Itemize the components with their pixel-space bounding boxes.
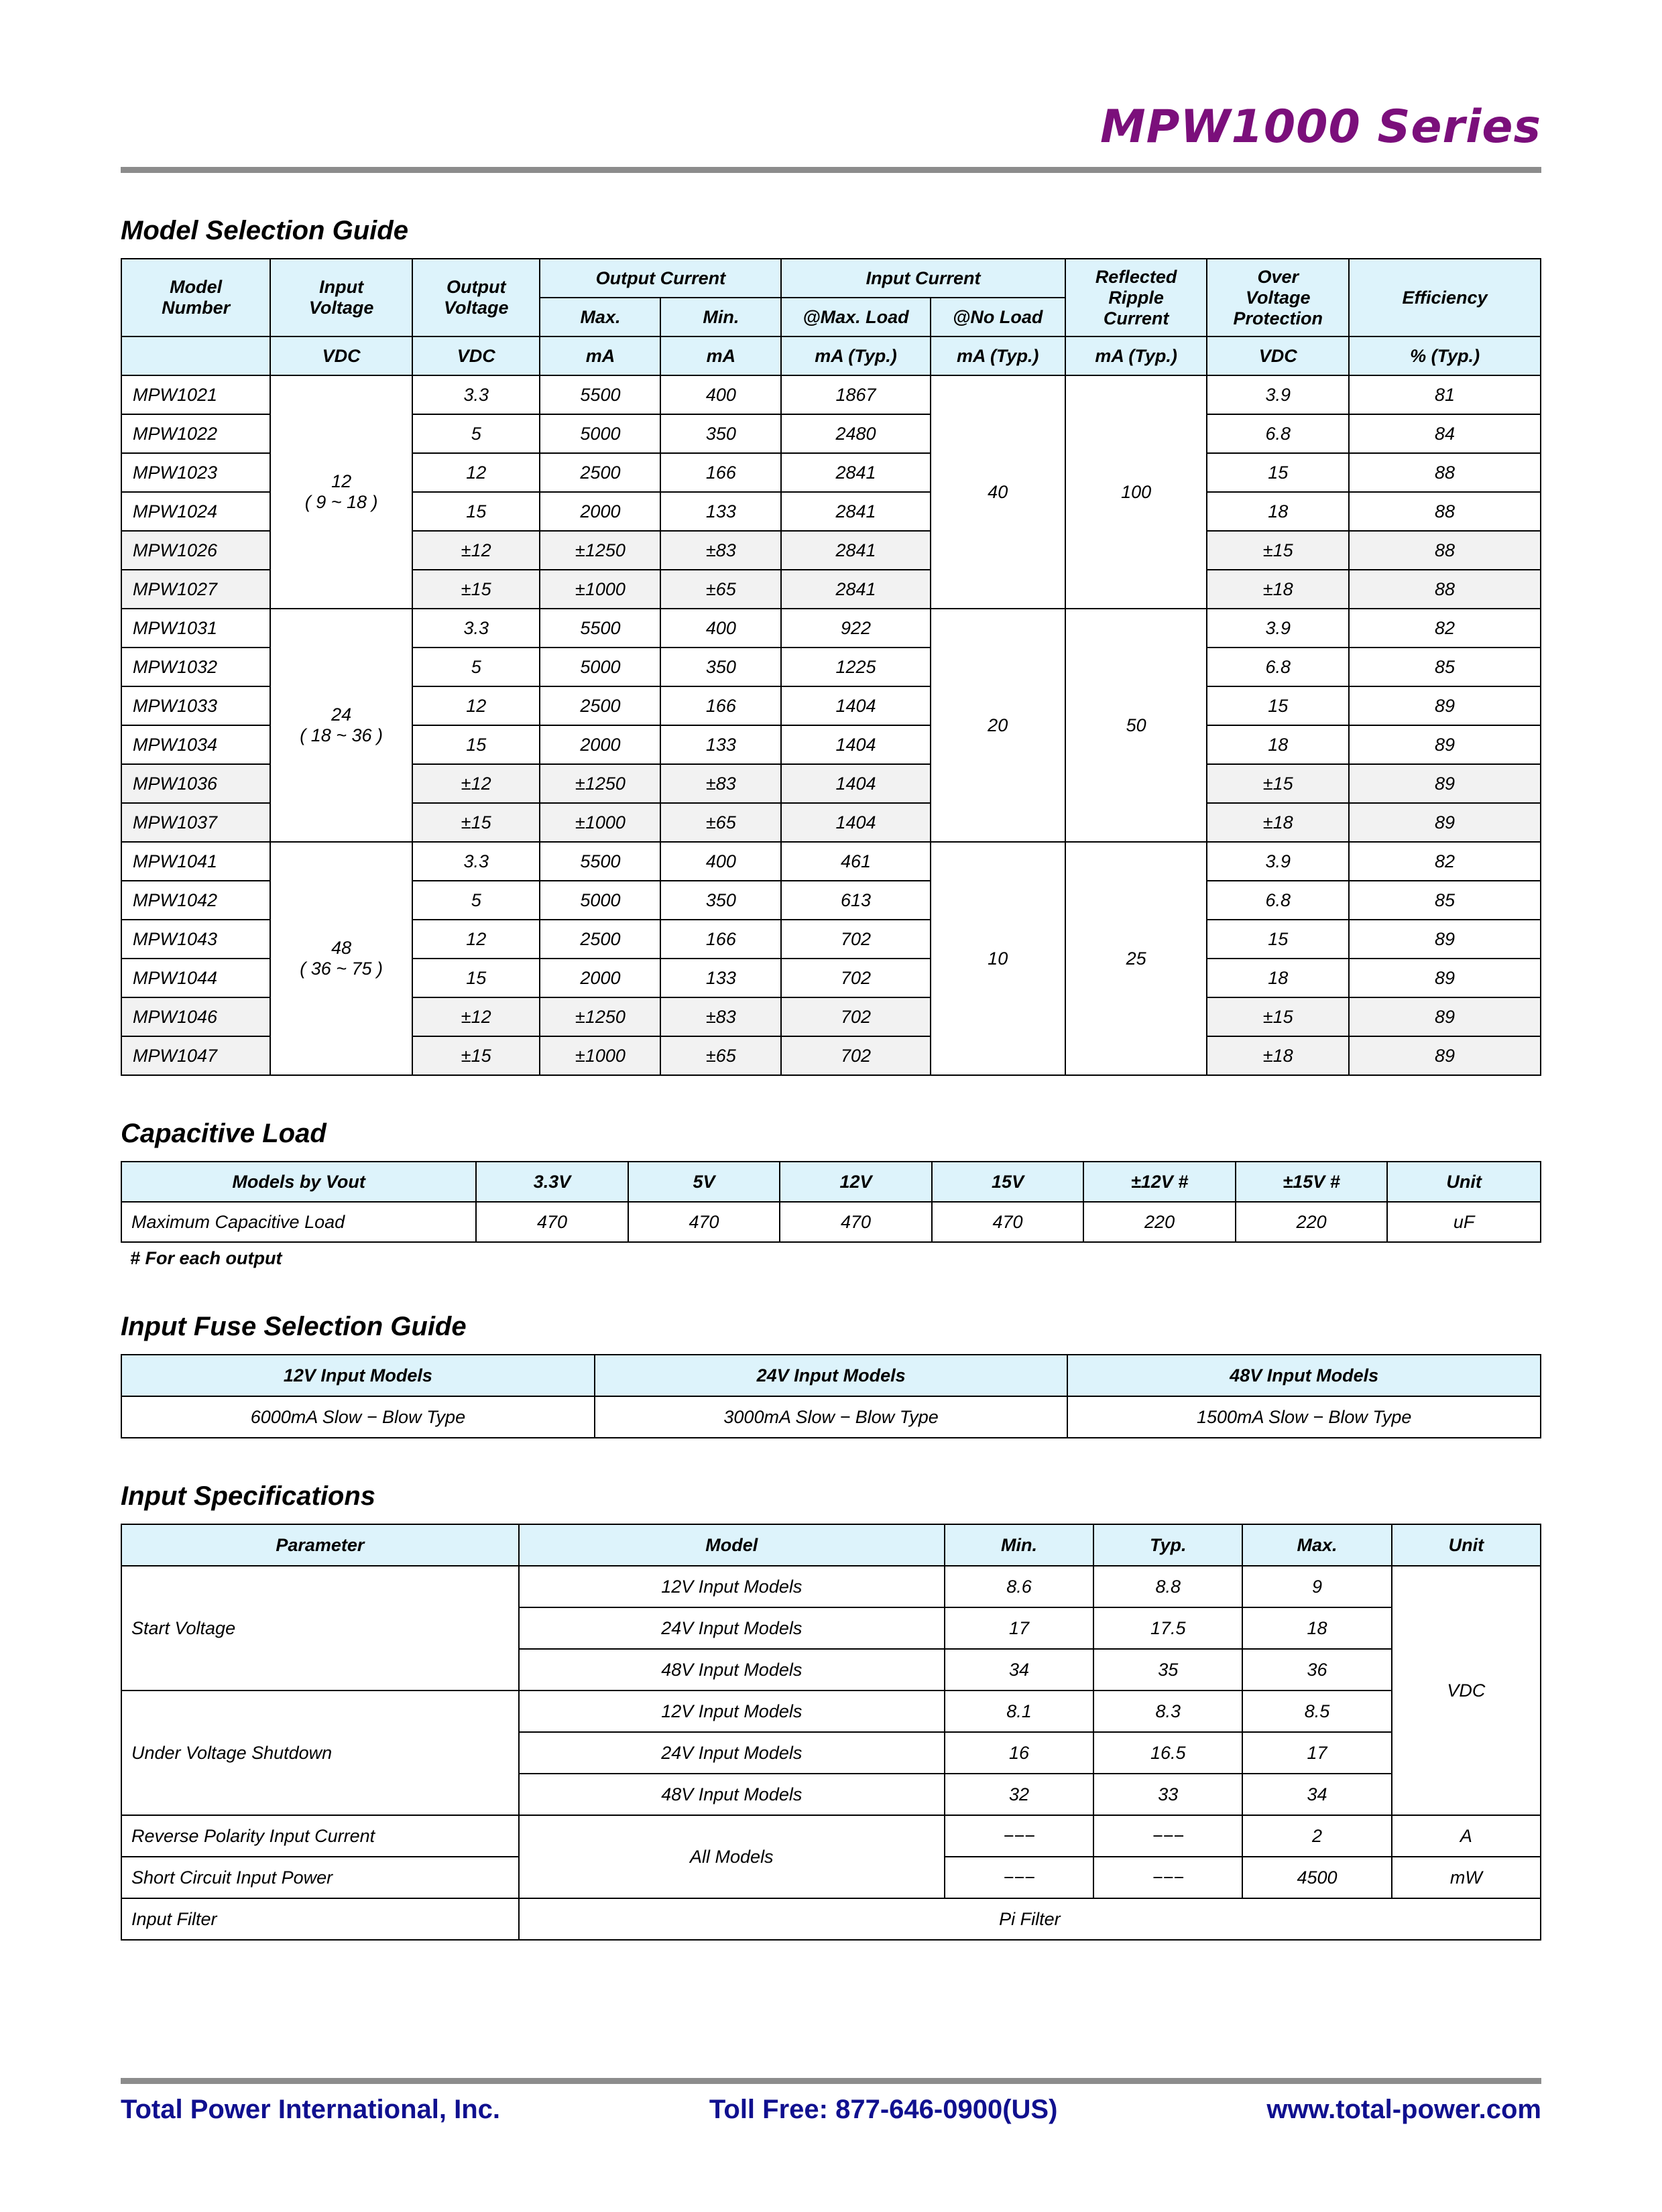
fuse-col-24v: 24V Input Models: [595, 1355, 1068, 1396]
cell-model: MPW1041: [121, 842, 270, 881]
cell-efficiency: 85: [1349, 648, 1541, 686]
spec-typ: 17.5: [1093, 1607, 1242, 1649]
cap-value-pm12v: 220: [1083, 1202, 1236, 1242]
unit-in-no-load: mA (Typ.): [931, 336, 1065, 375]
table-row: [121, 842, 1541, 881]
cell-out-max: 5500: [540, 842, 660, 881]
unit-efficiency: % (Typ.): [1349, 336, 1541, 375]
cell-in-max-load: 1225: [781, 648, 930, 686]
cell-in-max-load: 1867: [781, 375, 930, 414]
spec-model: 12V Input Models: [519, 1566, 945, 1607]
cap-col-3v3: 3.3V: [476, 1162, 628, 1202]
col-output-voltage: [412, 259, 540, 336]
cell-in-max-load: 702: [781, 920, 930, 959]
cell-out-max: 5500: [540, 375, 660, 414]
col-efficiency: Efficiency: [1349, 259, 1541, 336]
cell-model: MPW1033: [121, 686, 270, 725]
cell-efficiency: 85: [1349, 881, 1541, 920]
cell-out-max: ±1250: [540, 997, 660, 1036]
cell-out-min: 166: [660, 686, 781, 725]
cell-out-max: 5000: [540, 648, 660, 686]
series-title: MPW1000 Series: [1100, 101, 1541, 153]
table-header-row: [121, 259, 1541, 298]
cell-in-max-load: 1404: [781, 764, 930, 803]
cell-model: MPW1044: [121, 959, 270, 997]
cap-value-12v: 470: [780, 1202, 932, 1242]
fuse-col-48v: 48V Input Models: [1067, 1355, 1541, 1396]
cell-ovp: 18: [1207, 725, 1349, 764]
col-reflected-ripple-current: [1065, 259, 1207, 336]
cell-model: MPW1022: [121, 414, 270, 453]
cell-in-max-load: 461: [781, 842, 930, 881]
capacitive-load-table: [121, 1161, 1541, 1243]
cell-output-voltage: ±12: [412, 997, 540, 1036]
spec-col-typ: Typ.: [1093, 1524, 1242, 1566]
cell-ovp: 3.9: [1207, 609, 1349, 648]
col-output-voltage-l1: Output: [446, 277, 506, 297]
cell-model: MPW1027: [121, 570, 270, 609]
col-model-number-l1: Model: [170, 277, 223, 297]
col-input-voltage-l1: Input: [319, 277, 364, 297]
spec-typ: 33: [1093, 1774, 1242, 1815]
cell-model: MPW1037: [121, 803, 270, 842]
cell-model: MPW1036: [121, 764, 270, 803]
col-reflected-l3: Current: [1103, 308, 1169, 328]
cell-in-max-load: 2841: [781, 531, 930, 570]
section-title-model-selection: Model Selection Guide: [121, 216, 408, 245]
input-voltage-range: ( 18 ~ 36 ): [300, 725, 383, 745]
col-model-number: [121, 259, 270, 336]
unit-in-max-load: mA (Typ.): [781, 336, 930, 375]
cell-model: MPW1031: [121, 609, 270, 648]
table-unit-row: [121, 336, 1541, 375]
cell-ripple-group: 50: [1065, 609, 1207, 842]
cell-model: MPW1024: [121, 492, 270, 531]
capacitive-load-footnote: # For each output: [130, 1248, 282, 1268]
table-row: [121, 1691, 1541, 1732]
page-header: [121, 0, 1541, 153]
spec-max: 4500: [1242, 1857, 1391, 1898]
cell-out-max: ±1250: [540, 764, 660, 803]
col-ovp-l3: Protection: [1233, 308, 1323, 328]
cell-ovp: ±18: [1207, 1036, 1349, 1075]
cell-efficiency: 89: [1349, 764, 1541, 803]
spec-label-input-filter: Input Filter: [121, 1898, 519, 1940]
col-input-voltage: [270, 259, 412, 336]
footer-divider: [121, 2078, 1541, 2084]
cell-in-max-load: 1404: [781, 725, 930, 764]
cell-in-max-load: 922: [781, 609, 930, 648]
cell-out-min: 400: [660, 609, 781, 648]
page-footer: [121, 2078, 1541, 2125]
cell-out-min: 350: [660, 414, 781, 453]
cap-value-pm15v: 220: [1236, 1202, 1388, 1242]
spec-model: 24V Input Models: [519, 1607, 945, 1649]
cell-in-max-load: 2480: [781, 414, 930, 453]
cell-efficiency: 84: [1349, 414, 1541, 453]
cell-input-voltage-group: [270, 609, 412, 842]
spec-col-unit: Unit: [1392, 1524, 1541, 1566]
cell-output-voltage: ±12: [412, 764, 540, 803]
spec-label-start-voltage: Start Voltage: [121, 1566, 519, 1691]
spec-unit-vdc: VDC: [1392, 1566, 1541, 1815]
col-over-voltage-protection: [1207, 259, 1349, 336]
cap-unit: uF: [1387, 1202, 1541, 1242]
cell-output-voltage: 5: [412, 648, 540, 686]
cell-model: MPW1034: [121, 725, 270, 764]
cell-ovp: 3.9: [1207, 375, 1349, 414]
table-header-row: [121, 1162, 1541, 1202]
cell-efficiency: 88: [1349, 570, 1541, 609]
cell-model: MPW1043: [121, 920, 270, 959]
cell-ovp: 18: [1207, 959, 1349, 997]
cap-value-3v3: 470: [476, 1202, 628, 1242]
cap-col-pm15v: ±15V #: [1236, 1162, 1388, 1202]
cap-row-label: Maximum Capacitive Load: [121, 1202, 476, 1242]
col-ovp-l2: Voltage: [1246, 287, 1311, 308]
cell-ovp: ±15: [1207, 997, 1349, 1036]
cell-in-max-load: 702: [781, 997, 930, 1036]
cell-in-max-load: 2841: [781, 453, 930, 492]
cell-out-max: 2000: [540, 959, 660, 997]
spec-max: 2: [1242, 1815, 1391, 1857]
cell-output-voltage: 3.3: [412, 375, 540, 414]
cell-output-voltage: 5: [412, 881, 540, 920]
col-ovp-l1: Over: [1257, 266, 1299, 287]
cell-ovp: 6.8: [1207, 881, 1349, 920]
cell-out-min: ±83: [660, 531, 781, 570]
cell-out-min: 350: [660, 648, 781, 686]
spec-min: 34: [945, 1649, 1093, 1691]
input-voltage-value: 24: [331, 704, 352, 725]
spec-label-under-voltage-shutdown: Under Voltage Shutdown: [121, 1691, 519, 1815]
cell-out-max: ±1250: [540, 531, 660, 570]
cell-out-max: 2500: [540, 453, 660, 492]
unit-input-voltage: VDC: [270, 336, 412, 375]
col-output-voltage-l2: Voltage: [443, 298, 509, 318]
table-row: [121, 1898, 1541, 1940]
fuse-selection-table: [121, 1354, 1541, 1438]
subcol-output-min: Min.: [660, 298, 781, 336]
col-input-current: Input Current: [781, 259, 1065, 298]
table-row: [121, 1396, 1541, 1438]
col-reflected-l2: Ripple: [1108, 287, 1164, 308]
spec-col-parameter: Parameter: [121, 1524, 519, 1566]
cell-ovp: ±18: [1207, 803, 1349, 842]
spec-col-min: Min.: [945, 1524, 1093, 1566]
cell-ovp: 6.8: [1207, 414, 1349, 453]
cell-in-no-load-group: 10: [931, 842, 1065, 1075]
fuse-value-12v: 6000mA Slow − Blow Type: [121, 1396, 595, 1438]
cell-in-max-load: 702: [781, 1036, 930, 1075]
cell-model: MPW1046: [121, 997, 270, 1036]
cell-ovp: 15: [1207, 920, 1349, 959]
cell-efficiency: 88: [1349, 531, 1541, 570]
cell-ovp: 18: [1207, 492, 1349, 531]
cap-col-15v: 15V: [932, 1162, 1084, 1202]
spec-min: −−−: [945, 1857, 1093, 1898]
cell-out-min: 133: [660, 725, 781, 764]
cell-in-max-load: 1404: [781, 803, 930, 842]
unit-blank: [121, 336, 270, 375]
footer-phone: Toll Free: 877-646-0900(US): [709, 2095, 1058, 2124]
spec-max: 9: [1242, 1566, 1391, 1607]
cap-col-5v: 5V: [628, 1162, 780, 1202]
spec-max: 34: [1242, 1774, 1391, 1815]
table-header-row: [121, 1524, 1541, 1566]
table-header-row: [121, 1355, 1541, 1396]
table-row: [121, 1202, 1541, 1242]
spec-model-all-models: All Models: [519, 1815, 945, 1898]
cell-out-max: 5500: [540, 609, 660, 648]
cell-out-min: ±65: [660, 570, 781, 609]
col-output-current: Output Current: [540, 259, 781, 298]
cell-output-voltage: ±12: [412, 531, 540, 570]
input-voltage-value: 12: [331, 471, 352, 491]
spec-label-short-circuit: Short Circuit Input Power: [121, 1857, 519, 1898]
cell-out-min: 166: [660, 453, 781, 492]
cell-out-min: ±83: [660, 764, 781, 803]
cell-out-min: 400: [660, 375, 781, 414]
cell-output-voltage: ±15: [412, 803, 540, 842]
cell-ovp: 3.9: [1207, 842, 1349, 881]
unit-out-max: mA: [540, 336, 660, 375]
cap-col-pm12v: ±12V #: [1083, 1162, 1236, 1202]
cell-in-max-load: 2841: [781, 570, 930, 609]
cell-in-no-load-group: 40: [931, 375, 1065, 609]
spec-typ: −−−: [1093, 1815, 1242, 1857]
spec-label-reverse-polarity: Reverse Polarity Input Current: [121, 1815, 519, 1857]
col-reflected-l1: Reflected: [1095, 266, 1177, 287]
cell-efficiency: 89: [1349, 920, 1541, 959]
spec-max: 18: [1242, 1607, 1391, 1649]
cell-out-max: ±1000: [540, 803, 660, 842]
cell-ovp: 15: [1207, 453, 1349, 492]
input-specifications-table: [121, 1524, 1541, 1941]
cell-model: MPW1042: [121, 881, 270, 920]
spec-min: 32: [945, 1774, 1093, 1815]
cell-ovp: ±18: [1207, 570, 1349, 609]
cell-in-no-load-group: 20: [931, 609, 1065, 842]
cell-out-min: ±65: [660, 803, 781, 842]
spec-col-model: Model: [519, 1524, 945, 1566]
spec-typ: 8.3: [1093, 1691, 1242, 1732]
unit-out-min: mA: [660, 336, 781, 375]
cell-efficiency: 89: [1349, 686, 1541, 725]
cell-efficiency: 82: [1349, 842, 1541, 881]
cell-out-min: 166: [660, 920, 781, 959]
cell-output-voltage: 12: [412, 453, 540, 492]
cell-out-max: ±1000: [540, 570, 660, 609]
cap-col-unit: Unit: [1387, 1162, 1541, 1202]
subcol-input-no-load: @No Load: [931, 298, 1065, 336]
input-voltage-range: ( 36 ~ 75 ): [300, 959, 383, 979]
cell-out-max: 5000: [540, 414, 660, 453]
cell-model: MPW1023: [121, 453, 270, 492]
cell-out-min: 350: [660, 881, 781, 920]
cell-efficiency: 89: [1349, 997, 1541, 1036]
cell-out-max: 2000: [540, 725, 660, 764]
spec-max: 17: [1242, 1732, 1391, 1774]
cell-ovp: 6.8: [1207, 648, 1349, 686]
spec-min: 17: [945, 1607, 1093, 1649]
cell-model: MPW1021: [121, 375, 270, 414]
input-voltage-range: ( 9 ~ 18 ): [304, 492, 378, 512]
cell-output-voltage: 5: [412, 414, 540, 453]
cell-efficiency: 89: [1349, 1036, 1541, 1075]
cap-col-models-by-vout: Models by Vout: [121, 1162, 476, 1202]
cell-out-min: 400: [660, 842, 781, 881]
table-row: [121, 1566, 1541, 1607]
cell-out-max: 2500: [540, 920, 660, 959]
cell-output-voltage: 15: [412, 959, 540, 997]
cell-efficiency: 88: [1349, 453, 1541, 492]
cell-out-max: 5000: [540, 881, 660, 920]
cell-output-voltage: 15: [412, 725, 540, 764]
cell-ovp: 15: [1207, 686, 1349, 725]
footer-company: Total Power International, Inc.: [121, 2095, 500, 2124]
cell-input-voltage-group: [270, 842, 412, 1075]
cell-out-min: 133: [660, 959, 781, 997]
subcol-input-max-load: @Max. Load: [781, 298, 930, 336]
cell-output-voltage: 15: [412, 492, 540, 531]
cell-input-voltage-group: [270, 375, 412, 609]
cell-ripple-group: 25: [1065, 842, 1207, 1075]
cell-output-voltage: ±15: [412, 570, 540, 609]
cell-efficiency: 88: [1349, 492, 1541, 531]
spec-model: 48V Input Models: [519, 1649, 945, 1691]
spec-unit: mW: [1392, 1857, 1541, 1898]
section-title-input-specifications: Input Specifications: [121, 1481, 376, 1511]
cell-model: MPW1032: [121, 648, 270, 686]
cell-efficiency: 89: [1349, 959, 1541, 997]
cell-output-voltage: 3.3: [412, 609, 540, 648]
cell-output-voltage: 12: [412, 686, 540, 725]
cell-ripple-group: 100: [1065, 375, 1207, 609]
cell-output-voltage: 12: [412, 920, 540, 959]
spec-typ: 16.5: [1093, 1732, 1242, 1774]
cap-value-5v: 470: [628, 1202, 780, 1242]
cell-efficiency: 89: [1349, 803, 1541, 842]
cell-efficiency: 89: [1349, 725, 1541, 764]
section-title-fuse-guide: Input Fuse Selection Guide: [121, 1312, 467, 1341]
spec-max: 36: [1242, 1649, 1391, 1691]
spec-min: −−−: [945, 1815, 1093, 1857]
spec-model: 48V Input Models: [519, 1774, 945, 1815]
table-row: [121, 609, 1541, 648]
unit-ripple: mA (Typ.): [1065, 336, 1207, 375]
input-voltage-value: 48: [331, 938, 352, 958]
cell-out-max: 2500: [540, 686, 660, 725]
cell-in-max-load: 702: [781, 959, 930, 997]
cell-out-max: ±1000: [540, 1036, 660, 1075]
cell-model: MPW1047: [121, 1036, 270, 1075]
spec-model: 12V Input Models: [519, 1691, 945, 1732]
cell-in-max-load: 2841: [781, 492, 930, 531]
spec-typ: −−−: [1093, 1857, 1242, 1898]
subcol-output-max: Max.: [540, 298, 660, 336]
model-selection-table: [121, 258, 1541, 1076]
cell-out-min: ±83: [660, 997, 781, 1036]
cell-in-max-load: 613: [781, 881, 930, 920]
cell-output-voltage: ±15: [412, 1036, 540, 1075]
col-input-voltage-l2: Voltage: [308, 298, 374, 318]
fuse-value-24v: 3000mA Slow − Blow Type: [595, 1396, 1068, 1438]
unit-output-voltage: VDC: [412, 336, 540, 375]
fuse-value-48v: 1500mA Slow − Blow Type: [1067, 1396, 1541, 1438]
spec-max: 8.5: [1242, 1691, 1391, 1732]
cell-out-max: 2000: [540, 492, 660, 531]
spec-model: 24V Input Models: [519, 1732, 945, 1774]
cell-ovp: ±15: [1207, 531, 1349, 570]
fuse-col-12v: 12V Input Models: [121, 1355, 595, 1396]
col-model-number-l2: Number: [162, 298, 231, 318]
table-row: [121, 1815, 1541, 1857]
spec-min: 8.1: [945, 1691, 1093, 1732]
cell-ovp: ±15: [1207, 764, 1349, 803]
cell-efficiency: 82: [1349, 609, 1541, 648]
cell-model: MPW1026: [121, 531, 270, 570]
spec-col-max: Max.: [1242, 1524, 1391, 1566]
spec-value-input-filter: Pi Filter: [519, 1898, 1541, 1940]
spec-min: 8.6: [945, 1566, 1093, 1607]
cell-efficiency: 81: [1349, 375, 1541, 414]
footer-website[interactable]: www.total-power.com: [1266, 2095, 1541, 2124]
cap-col-12v: 12V: [780, 1162, 932, 1202]
cell-out-min: ±65: [660, 1036, 781, 1075]
section-title-capacitive-load: Capacitive Load: [121, 1119, 327, 1148]
unit-ovp: VDC: [1207, 336, 1349, 375]
cap-value-15v: 470: [932, 1202, 1084, 1242]
header-divider: [121, 167, 1541, 173]
spec-typ: 35: [1093, 1649, 1242, 1691]
cell-output-voltage: 3.3: [412, 842, 540, 881]
cell-out-min: 133: [660, 492, 781, 531]
cell-in-max-load: 1404: [781, 686, 930, 725]
spec-unit: A: [1392, 1815, 1541, 1857]
spec-typ: 8.8: [1093, 1566, 1242, 1607]
spec-min: 16: [945, 1732, 1093, 1774]
table-row: [121, 375, 1541, 414]
